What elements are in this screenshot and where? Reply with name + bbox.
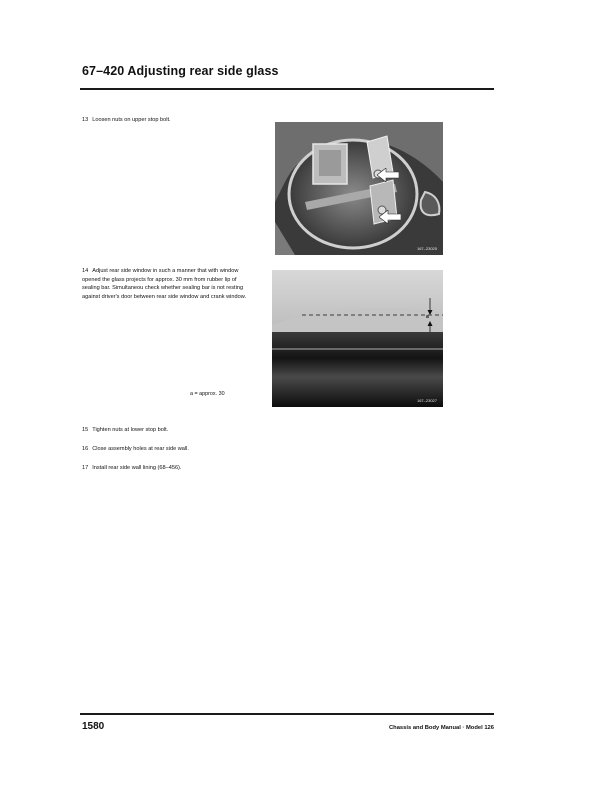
step-number: 16 [82,446,89,452]
step-16 [82,445,250,454]
step-text: Loosen nuts on upper stop bolt. [92,117,171,123]
step-text: Adjust rear side window in such a manner that with window opened the glass projects for approx. 30 mm from rubber lip of sealing bar. Simultaneou check whether sealing bar is not resting against driver's door between rear side window and crank window. [82,268,246,300]
page-number: 1580 [82,721,105,732]
step-number: 17 [82,465,89,471]
step-17 [82,464,250,473]
photo-code: 167–23025 [416,246,437,251]
step-15 [82,426,250,435]
dimension-marker: a [426,314,429,320]
arrow-icon [379,210,401,224]
step-number: 14 [82,268,89,274]
step-13 [82,116,250,125]
door-interior-illustration [275,122,443,255]
step-number: 13 [82,117,89,123]
page-title: 67–420 Adjusting rear side glass [82,64,279,78]
step-number: 15 [82,427,89,433]
figure-caption: a = approx. 30 [190,391,225,397]
photo-window-projection [272,270,443,407]
step-text: Close assembly holes at rear side wall. [92,446,189,452]
window-projection-illustration [272,270,443,407]
step-text: Tighten nuts at lower stop bolt. [92,427,169,433]
footer-rule [80,713,494,715]
header-rule [80,88,494,90]
photo-code: 167–23027 [416,398,437,403]
manual-title: Chassis and Body Manual · Model 126 [388,725,494,731]
photo-door-interior [275,122,443,255]
step-14 [82,267,250,301]
step-text: Install rear side wall lining (68–456). [92,465,182,471]
arrow-icon [377,168,399,182]
